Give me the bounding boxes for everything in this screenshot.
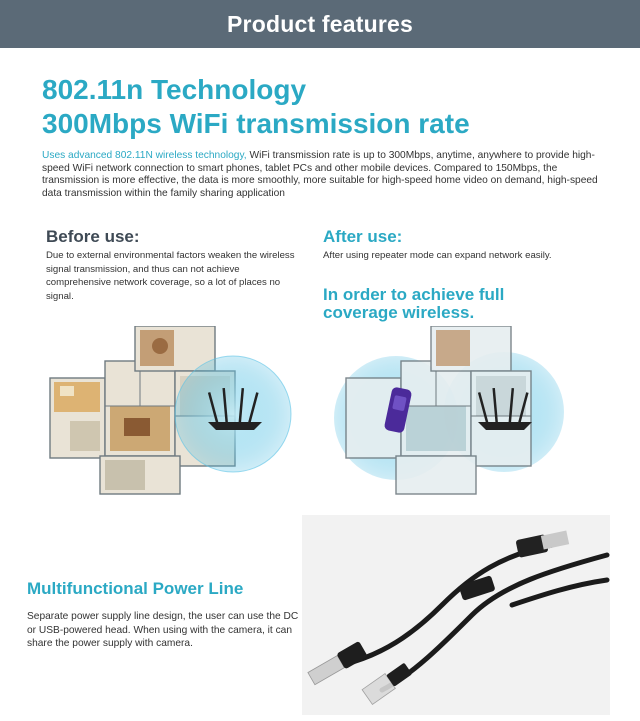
power-line-text: Separate power supply line design, the user can use the DC or USB-powered head. When using with the camera, it can share the power supply with camera.: [27, 611, 299, 650]
after-use-text: After using repeater mode can expand network easily.: [323, 250, 552, 261]
after-use-subtitle: In order to achieve full coverage wireless.: [323, 285, 505, 322]
header-bar: [0, 0, 640, 48]
power-cable-image: [302, 515, 610, 715]
before-use-title: Before use:: [46, 227, 140, 246]
intro-text: WiFi transmission rate is up to 300Mbps, anytime, anywhere to provide high-speed WiFi network connection to smart phones, tablet PCs and other mobile devices. Compared to 150Mbps, the transmission is more effective, the data is more smoothly, more suitable for high-speed home video on demand, high-speed data transmission within the family sharing application: [42, 150, 598, 199]
floorplan-before-image: [40, 326, 302, 498]
headline-transmission-rate: 300Mbps WiFi transmission rate: [42, 108, 470, 139]
intro-highlight: Uses advanced 802.11N wireless technology,: [42, 150, 247, 161]
after-use-title: After use:: [323, 227, 403, 246]
before-use-text: Due to external environmental factors weaken the wireless signal transmission, and thus can not achieve comprehensive network coverage, so a lot of places no signal.: [46, 250, 295, 302]
intro-paragraph: [42, 150, 602, 200]
page-title: Product features: [227, 11, 413, 37]
headline-technology: 802.11n Technology: [42, 74, 307, 105]
floorplan-after-image: [326, 326, 588, 498]
power-line-title: Multifunctional Power Line: [27, 579, 244, 598]
